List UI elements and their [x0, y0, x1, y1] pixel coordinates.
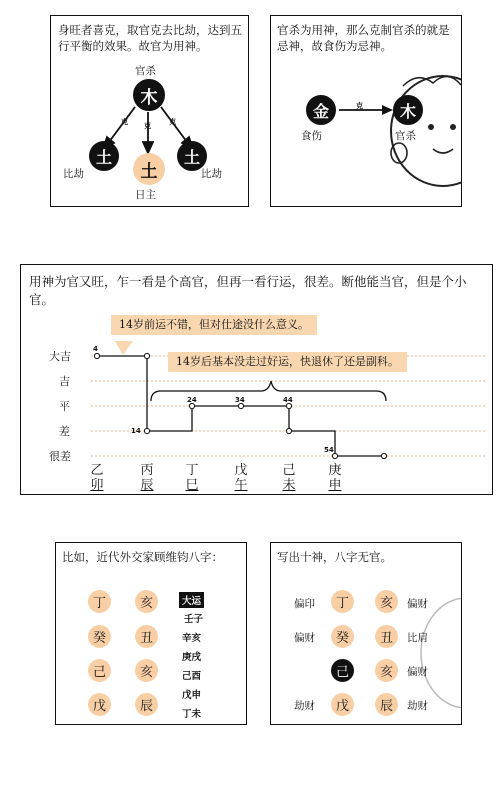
pillar-bingchen: 丙 辰	[140, 463, 154, 493]
age-14: 14	[131, 427, 141, 435]
panel-shishen	[270, 542, 462, 725]
bazi-ding: 丁	[88, 590, 111, 613]
age-34: 34	[235, 396, 245, 404]
shishen-hai-1: 亥	[375, 590, 398, 613]
bijie-label-right: 比劫	[201, 168, 222, 180]
shishen-ji-rizhu: 己	[331, 659, 354, 682]
earth-circle-left: 土	[89, 141, 119, 171]
shishen-row2-right: 比肩	[407, 632, 428, 644]
earth-circle-right: 土	[177, 141, 207, 171]
panel2-text: 官杀为用神，那么克制官杀的就是忌神，故食伤为忌神。	[277, 23, 450, 53]
luck-line-chart	[21, 265, 493, 495]
row-label-cha: 差	[59, 425, 70, 438]
shishen-row3-right: 偏财	[407, 666, 428, 678]
shishen-hai-2: 亥	[375, 659, 398, 682]
dayun-6: 丁未	[182, 709, 202, 720]
panel-xingyun	[20, 264, 493, 495]
pillar-gengshen: 庚 申	[328, 463, 342, 493]
shishen-row1-right: 偏财	[407, 598, 428, 610]
panel5-text: 写出十神，八字无官。	[277, 550, 392, 564]
dayun-4: 己酉	[182, 671, 202, 682]
luck-point-14	[144, 428, 149, 433]
shishen-chen: 辰	[375, 693, 398, 716]
panel2-arrow-mark: 克	[356, 102, 363, 110]
guansha-label-2: 官杀	[395, 130, 416, 142]
luck-point-24	[189, 403, 194, 408]
shishen-row4-right: 劫财	[407, 700, 428, 712]
panel3-text: 用神为官又旺，乍一看是个高官，但再一看行运，很差。断他能当官，但是个小官。	[29, 274, 467, 307]
arrow-mark-center: 克	[144, 122, 151, 130]
row-label-ji: 吉	[59, 375, 70, 388]
metal-circle: 金	[306, 95, 336, 125]
arrow-mark-right: 克	[169, 118, 176, 126]
luck-point-54	[332, 453, 337, 458]
panel-bazi	[55, 542, 247, 725]
rizhu-label: 日主	[135, 189, 156, 201]
pillar-dingsi: 丁 巳	[185, 463, 199, 493]
dayun-1: 壬子	[184, 614, 204, 625]
shishen-chou: 丑	[375, 625, 398, 648]
panel4-text: 比如，近代外交家顾维钧八字：	[62, 550, 223, 564]
luck-point-end	[381, 453, 386, 458]
bazi-hai-2: 亥	[135, 659, 158, 682]
bazi-chen: 辰	[135, 693, 158, 716]
wood-circle: 木	[133, 79, 165, 111]
shishen-gui: 癸	[331, 625, 354, 648]
age-24: 24	[187, 396, 197, 404]
dayun-3: 庚戌	[182, 652, 202, 663]
callout-after-14: 14岁后基本没走过好运，快退休了还是副科。	[168, 352, 407, 372]
dayun-2: 辛亥	[182, 633, 202, 644]
bijie-label-left: 比劫	[63, 168, 84, 180]
dayun-5: 戊申	[182, 690, 202, 701]
bazi-hai-1: 亥	[135, 590, 158, 613]
luck-point-4b	[144, 353, 149, 358]
earth-circle-center: 土	[133, 153, 165, 185]
age-44: 44	[283, 396, 293, 404]
bazi-wu: 戊	[88, 693, 111, 716]
row-label-hencha: 很差	[49, 450, 71, 463]
shishen-ding: 丁	[331, 590, 354, 613]
luck-point-44b	[286, 428, 291, 433]
age-54: 54	[324, 446, 334, 454]
luck-point-34	[238, 403, 243, 408]
panel2-arrow	[337, 101, 397, 121]
bazi-gui: 癸	[88, 625, 111, 648]
arrow-mark-left: 克	[121, 118, 128, 126]
luck-point-44	[286, 403, 291, 408]
callout-tail	[115, 341, 133, 355]
dayun-title: 大运	[179, 592, 204, 608]
shishen-row4-left: 劫财	[294, 700, 315, 712]
shishen-row1-left: 偏印	[294, 598, 315, 610]
panel-yongshen-guan	[50, 15, 249, 207]
pillar-wuwu: 戊 午	[234, 463, 248, 493]
shishen-row2-left: 偏财	[294, 632, 315, 644]
luck-point-4	[94, 353, 99, 358]
cartoon-figure-1	[373, 61, 462, 191]
panel1-text: 身旺者喜克，取官克去比劫，达到五行平衡的效果。故官为用神。	[58, 23, 242, 53]
bazi-chou: 丑	[135, 625, 158, 648]
wood-circle-2: 木	[393, 95, 423, 125]
row-label-ping: 平	[59, 400, 70, 413]
age-4: 4	[93, 345, 98, 353]
bazi-ji: 己	[88, 659, 111, 682]
callout-before-14: 14岁前运不错，但对仕途没什么意义。	[111, 315, 317, 335]
pillar-jiwei: 己 未	[282, 463, 296, 493]
row-label-daji: 大吉	[49, 350, 71, 363]
panel-jishen	[270, 15, 462, 207]
shishang-label: 食伤	[301, 130, 322, 142]
pillar-yimao: 乙 卯	[90, 463, 104, 493]
guansha-label: 官杀	[135, 65, 156, 77]
shishen-wu: 戊	[331, 693, 354, 716]
